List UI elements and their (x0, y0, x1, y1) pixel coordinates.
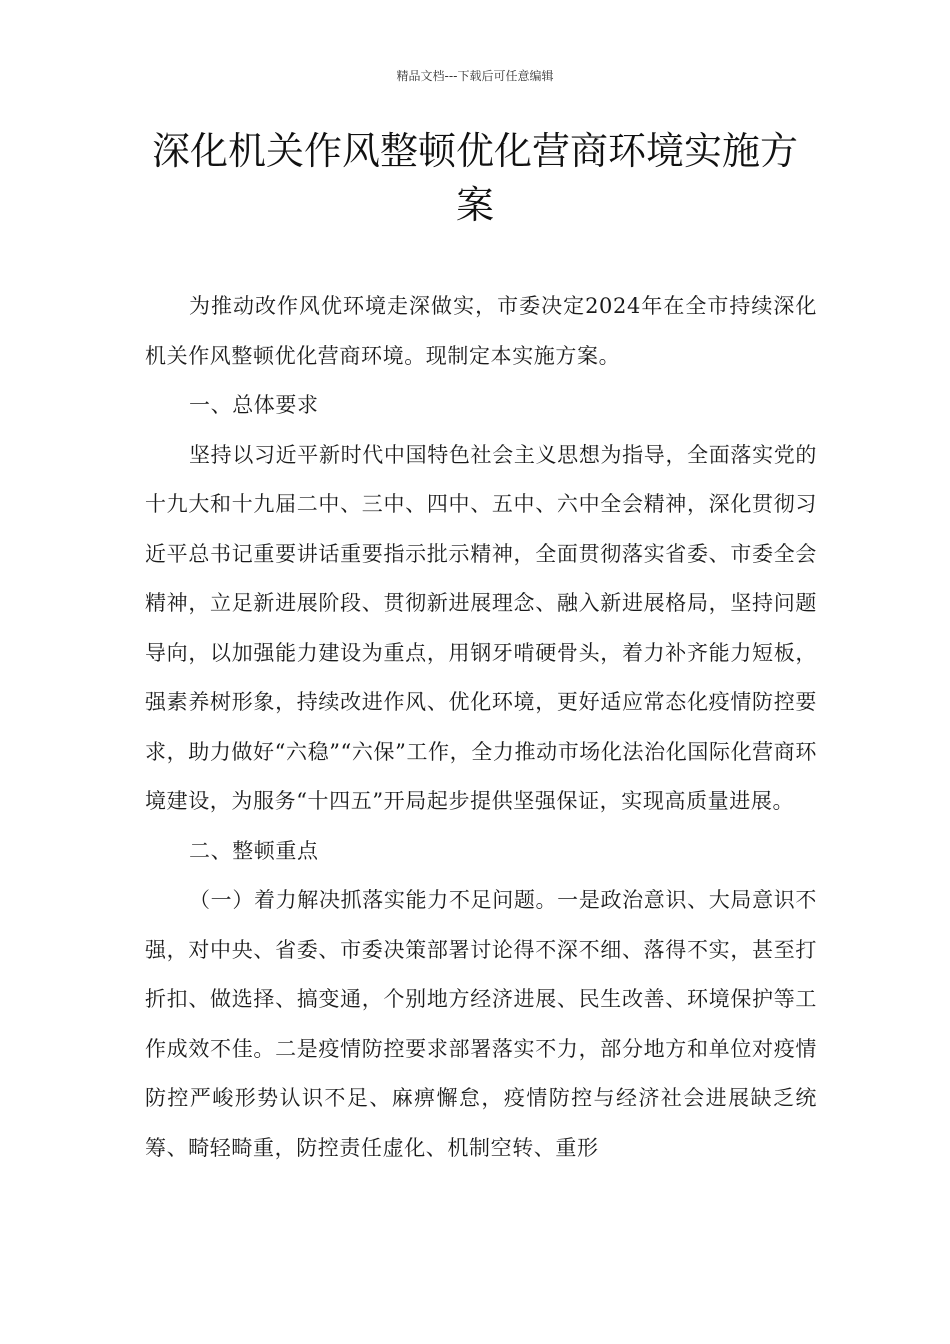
header-note: 精品文档---下载后可任意编辑 (396, 69, 554, 83)
focus-paragraph-1: （一）着力解决抓落实能力不足问题。一是政治意识、大局意识不强，对中央、省委、市委决策部署讨论得不深不细、落得不实，甚至打折扣、做选择、搞变通，个别地方经济进展、民生改善、环境保护等工作成效不佳。二是疫情防控要求部署落实不力，部分地方和单位对疫情防控严峻形势认识不足、麻痹懈怠，疫情防控与经济社会进展缺乏统筹、畸轻畸重，防控责任虚化、机制空转、重形 (145, 888, 817, 1160)
intro-paragraph: 为推动改作风优环境走深做实，市委决定2024年在全市持续深化机关作风整顿优化营商环境。现制定本实施方案。 (145, 294, 817, 368)
section-heading-2: 二、整顿重点 (189, 838, 319, 863)
document-body (145, 282, 817, 1173)
document-title: 深化机关作风整顿优化营商环境实施方案 (151, 129, 798, 227)
section-heading-1: 一、总体要求 (189, 393, 319, 417)
general-requirements-paragraph: 坚持以习近平新时代中国特色社会主义思想为指导，全面落实党的十九大和十九届二中、三中、四中、五中、六中全会精神，深化贯彻习近平总书记重要讲话重要指示批示精神，全面贯彻落实省委、市委全会精神，立足新进展阶段、贯彻新进展理念、融入新进展格局，坚持问题导向，以加强能力建设为重点，用钢牙啃硬骨头，着力补齐能力短板，强素养树形象，持续改进作风、优化环境，更好适应常态化疫情防控要求，助力做好“六稳”“六保”工作，全力推动市场化法治化国际化营商环境建设，为服务“十四五”开局起步提供坚强保证，实现高质量进展。 (145, 442, 817, 813)
